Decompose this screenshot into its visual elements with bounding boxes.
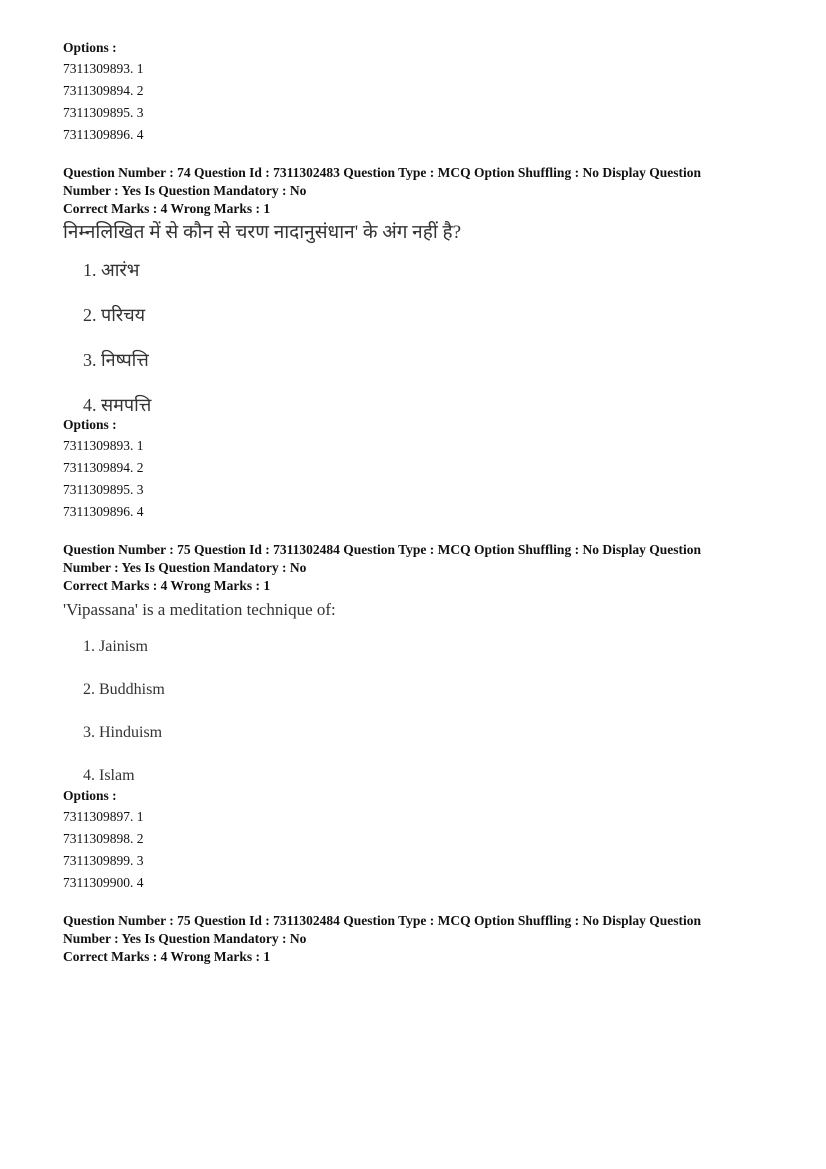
answer-choice: 4. Islam xyxy=(83,767,135,784)
option-id-row: 7311309900. 4 xyxy=(63,875,144,890)
option-id-row: 7311309894. 2 xyxy=(63,460,144,475)
question-meta-line2: Number : Yes Is Question Mandatory : No xyxy=(63,183,307,198)
question-text: 'Vipassana' is a meditation technique of: xyxy=(63,600,336,619)
question-meta-line2: Number : Yes Is Question Mandatory : No xyxy=(63,560,307,575)
option-id-row: 7311309895. 3 xyxy=(63,482,144,497)
answer-choice: 4. समपत्ति xyxy=(83,395,152,415)
question-marks: Correct Marks : 4 Wrong Marks : 1 xyxy=(63,201,271,216)
question-meta-line1: Question Number : 75 Question Id : 7311302484 Question Type : MCQ Option Shuffling : No Display Question xyxy=(63,542,701,557)
question-text: निम्नलिखित में से कौन से चरण नादानुसंधान' के अंग नहीं है? xyxy=(63,222,462,243)
answer-choice: 2. परिचय xyxy=(83,305,146,325)
option-id-row: 7311309897. 1 xyxy=(63,809,144,824)
options-label: Options : xyxy=(63,417,117,432)
option-id-row: 7311309896. 4 xyxy=(63,504,144,519)
answer-choice: 3. निष्पत्ति xyxy=(83,350,149,370)
option-id-row: 7311309898. 2 xyxy=(63,831,144,846)
answer-choices xyxy=(83,637,763,786)
answer-choice: 1. Jainism xyxy=(83,638,148,655)
option-id-row: 7311309895. 3 xyxy=(63,105,144,120)
answer-choices xyxy=(83,260,763,415)
options-block-top xyxy=(63,38,763,146)
options-label: Options : xyxy=(63,788,117,803)
question-75-repeat xyxy=(63,912,763,966)
question-marks: Correct Marks : 4 Wrong Marks : 1 xyxy=(63,949,271,964)
option-id-row: 7311309894. 2 xyxy=(63,83,144,98)
question-74 xyxy=(63,164,763,523)
options-label: Options : xyxy=(63,40,117,55)
option-id-row: 7311309893. 1 xyxy=(63,61,144,76)
answer-choice: 1. आरंभ xyxy=(83,260,140,280)
option-id-row: 7311309896. 4 xyxy=(63,127,144,142)
option-id-row: 7311309899. 3 xyxy=(63,853,144,868)
question-marks: Correct Marks : 4 Wrong Marks : 1 xyxy=(63,578,271,593)
document-page xyxy=(63,38,763,966)
answer-choice: 2. Buddhism xyxy=(83,681,165,698)
answer-choice: 3. Hinduism xyxy=(83,724,163,741)
question-75 xyxy=(63,541,763,894)
question-meta-line1: Question Number : 74 Question Id : 7311302483 Question Type : MCQ Option Shuffling : No Display Question xyxy=(63,165,701,180)
option-id-row: 7311309893. 1 xyxy=(63,438,144,453)
question-meta-line1: Question Number : 75 Question Id : 7311302484 Question Type : MCQ Option Shuffling : No Display Question xyxy=(63,913,701,928)
question-meta-line2: Number : Yes Is Question Mandatory : No xyxy=(63,931,307,946)
